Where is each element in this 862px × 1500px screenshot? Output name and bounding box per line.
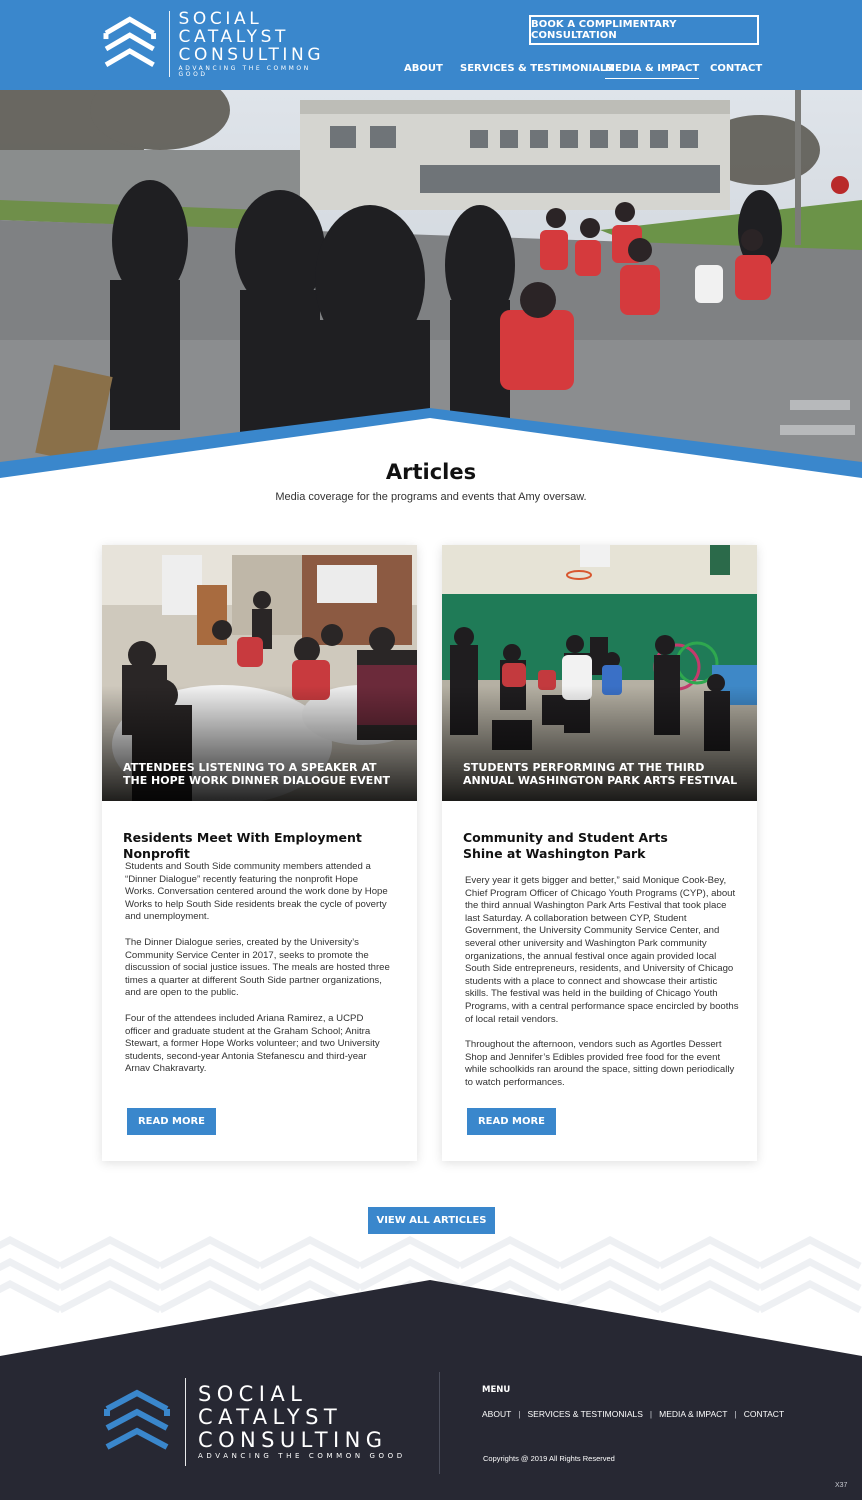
article-paragraph: Students and South Side community members attended a “Dinner Dialogue” recently featuring the nonprofit Hope Works. Conversation centered around the work done by Hope Works to help South Side residents break the cycle of poverty and unemployment.: [125, 861, 388, 923]
read-more-button[interactable]: READ MORE: [467, 1108, 556, 1135]
article-excerpt: [465, 875, 740, 1103]
chevron-stack-logo-icon: [103, 1385, 171, 1459]
article-card: [442, 545, 757, 1161]
article-excerpt: [125, 861, 390, 1089]
article-paragraph: Four of the attendees included Ariana Ramirez, a UCPD officer and graduate student at the Graham School; Anitra Stewart, a former Hope Works volunteer; and two University students, second-year Antonia Stefanescu and third-year Arnav Chakravarty.: [125, 1012, 380, 1075]
nav-about[interactable]: ABOUT: [404, 63, 443, 74]
footer-menu: [482, 1409, 784, 1419]
footer-link-about[interactable]: ABOUT: [482, 1409, 512, 1419]
logo-tagline: ADVANCING THE COMMON GOOD: [198, 1452, 406, 1460]
menu-separator: |: [518, 1409, 521, 1419]
photo-caption: ATTENDEES LISTENING TO A SPEAKER AT THE HOPE WORK DINNER DIALOGUE EVENT: [123, 761, 391, 787]
logo-line-consulting: CONSULTING: [178, 44, 325, 65]
footer-menu-heading: MENU: [482, 1385, 511, 1395]
copyright-text: Copyrights @ 2019 All Rights Reserved: [483, 1454, 615, 1463]
footer-divider: [439, 1372, 440, 1474]
footer-link-services[interactable]: SERVICES & TESTIMONIALS: [527, 1409, 643, 1419]
article-title[interactable]: Residents Meet With Employment Nonprofit: [123, 830, 362, 861]
logo-line-social: SOCIAL: [198, 1382, 308, 1406]
footer-logo[interactable]: [103, 1377, 406, 1467]
footer-link-media[interactable]: MEDIA & IMPACT: [659, 1409, 728, 1419]
logo-line-catalyst: CATALYST: [198, 1405, 343, 1429]
logo-wordmark: [178, 8, 343, 78]
chevron-stack-logo-icon: [103, 13, 157, 75]
read-more-button[interactable]: READ MORE: [127, 1108, 216, 1135]
hero-photo-street-march: [0, 90, 862, 490]
logo-divider: [185, 1378, 186, 1466]
nav-media-impact[interactable]: MEDIA & IMPACT: [605, 63, 699, 79]
logo-tagline: ADVANCING THE COMMON GOOD: [178, 64, 311, 78]
view-all-articles-button[interactable]: VIEW ALL ARTICLES: [368, 1207, 495, 1234]
nav-contact[interactable]: CONTACT: [710, 63, 763, 74]
article-card: [102, 545, 417, 1161]
article-photo-arts-festival: [442, 545, 757, 801]
articles-subheading: Media coverage for the programs and events that Amy oversaw.: [275, 491, 587, 503]
logo-line-consulting: CONSULTING: [198, 1428, 388, 1452]
logo-wordmark: [198, 1384, 406, 1460]
logo-line-social: SOCIAL: [178, 8, 263, 29]
article-paragraph: Every year it gets bigger and better,” said Monique Cook-Bey, Chief Program Officer of Chicago Youth Programs (CYP), about the third annual Washington Park Arts Festival that took place last Saturday. A collaboration between CYP, Student Government, the University Community Service Center, and several other university and Washington Park community organizations, the annual festival once again provided local South Side entrepreneurs, residents, and University of Chicago students with a place to connect and showcase their artistic skills. The festival was held in the building of Chicago Youth Programs, with a central performance space encircled by booths of local retail vendors.: [465, 875, 739, 1025]
articles-heading: Articles: [385, 460, 477, 484]
article-paragraph: Throughout the afternoon, vendors such as Agortles Dessert Shop and Jennifer’s Edibles provided free food for the event while schoolkids ran around the space, sitting down periodically to watch performances.: [465, 1039, 735, 1088]
logo-line-catalyst: CATALYST: [178, 26, 289, 47]
article-paragraph: The Dinner Dialogue series, created by the University’s Community Service Center in 2017, seeks to promote the discussion of social justice issues. The meals are hosted three times a quarter at different South Side partner organizations, and are open to the public.: [125, 936, 390, 999]
book-consultation-button[interactable]: BOOK A COMPLIMENTARY CONSULTATION: [529, 15, 759, 45]
menu-separator: |: [734, 1409, 737, 1419]
hero-image: [0, 90, 862, 490]
logo-divider: [169, 11, 170, 77]
article-title[interactable]: Community and Student Arts Shine at Washington Park: [463, 830, 668, 861]
nav-services-testimonials[interactable]: SERVICES & TESTIMONIALS: [460, 63, 614, 74]
article-photo-dinner-dialogue: [102, 545, 417, 801]
header-logo[interactable]: [103, 10, 343, 78]
photo-caption: STUDENTS PERFORMING AT THE THIRD ANNUAL WASHINGTON PARK ARTS FESTIVAL: [463, 761, 738, 787]
site-header: [0, 0, 862, 90]
footer-link-contact[interactable]: CONTACT: [743, 1409, 785, 1419]
menu-separator: |: [649, 1409, 653, 1419]
corner-badge: X37: [835, 1482, 848, 1489]
